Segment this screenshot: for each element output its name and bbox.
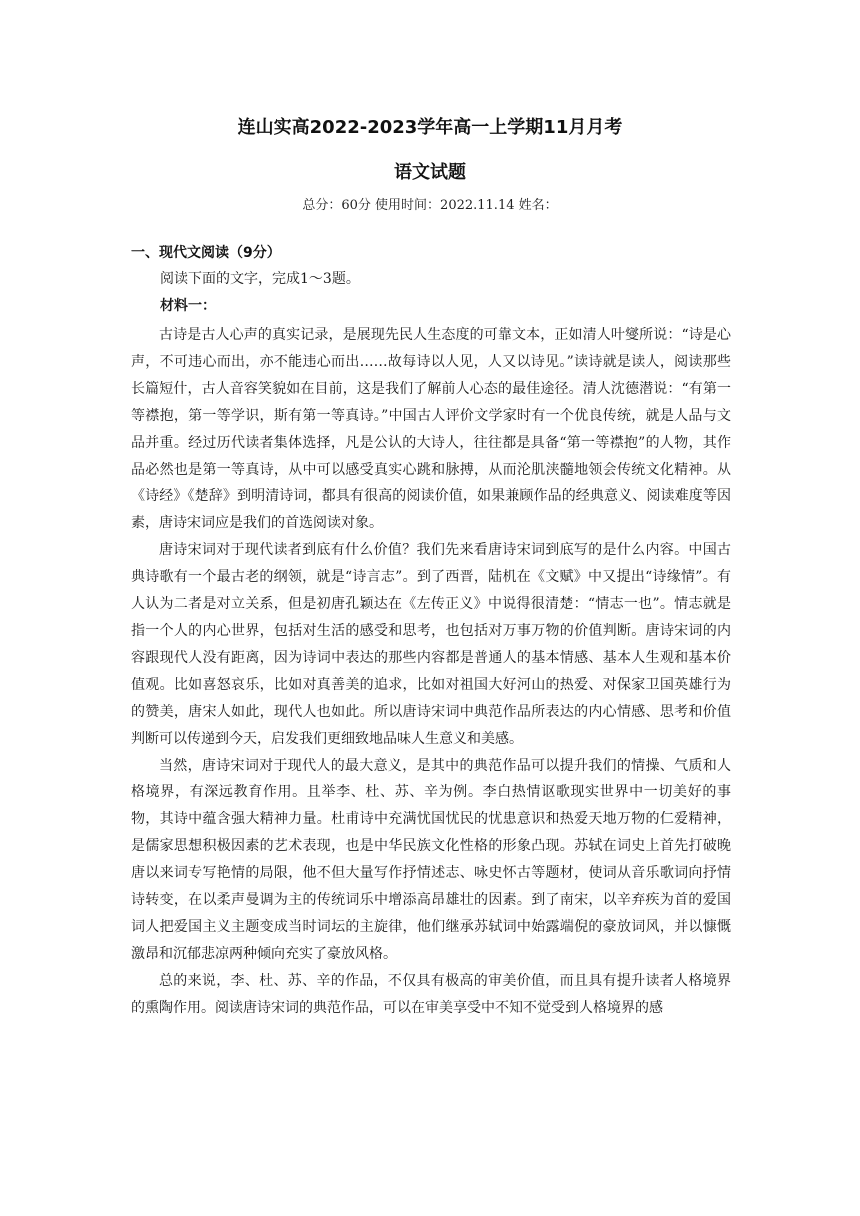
article-body: [131, 322, 731, 1022]
section-heading: 一、现代文阅读（9分）: [131, 245, 281, 261]
exam-subtitle: 语文试题: [394, 162, 466, 183]
exam-meta-line: 总分：60分 使用时间：2022.11.14 姓名：: [302, 198, 558, 213]
paragraph: 总的来说，李、杜、苏、辛的作品，不仅具有极高的审美价值，而且具有提升读者人格境界的熏陶作用。阅读唐诗宋词的典范作品，可以在审美享受中不知不觉受到人格境界的感: [131, 972, 731, 1016]
reading-instruction: 阅读下面的文字，完成1～3题。: [160, 271, 360, 287]
paragraph: 古诗是古人心声的真实记录，是展现先民人生态度的可靠文本，正如清人叶燮所说：“诗是心声，不可违心而出，亦不能违心而出……故每诗以人见，人又以诗见。”读诗就是读人，阅读那些长篇短什，古人音容笑貌如在目前，这是我们了解前人心态的最佳途径。清人沈德潜说：“有第一等襟抱，第一等学识，斯有第一等真诗。”中国古人评价文学家时有一个优良传统，就是人品与文品并重。经过历代读者集体选择，凡是公认的大诗人，往往都是具备“第一等襟抱”的人物，其作品必然也是第一等真诗，从中可以感受真实心跳和脉搏，从而沦肌浃髓地领会传统文化精神。从《诗经》《楚辞》到明清诗词，都具有很高的阅读价值，如果兼顾作品的经典意义、阅读难度等因素，唐诗宋词应是我们的首选阅读对象。: [131, 327, 731, 532]
paragraph: 当然，唐诗宋词对于现代人的最大意义，是其中的典范作品可以提升我们的情操、气质和人格境界，有深远教育作用。且举李、杜、苏、辛为例。李白热情讴歌现实世界中一切美好的事物，其诗中蕴含强大精神力量。杜甫诗中充满忧国忧民的忧患意识和热爱天地万物的仁爱精神，是儒家思想积极因素的艺术表现，也是中华民族文化性格的形象凸现。苏轼在词史上首先打破晚唐以来词专写艳情的局限，他不但大量写作抒情述志、咏史怀古等题材，使词从音乐歌词向抒情诗转变，在以柔声曼调为主的传统词乐中增添高昂雄壮的因素。到了南宋，以辛弃疾为首的爱国词人把爱国主义主题变成当时词坛的主旋律，他们继承苏轼词中始露端倪的豪放词风，并以慷慨激昂和沉郁悲凉两种倾向充实了豪放风格。: [131, 757, 731, 962]
exam-title: 连山实高2022-2023学年高一上学期11月月考: [237, 117, 623, 138]
paragraph: 唐诗宋词对于现代读者到底有什么价值？我们先来看唐诗宋词到底写的是什么内容。中国古典诗歌有一个最古老的纲领，就是“诗言志”。到了西晋，陆机在《文赋》中又提出“诗缘情”。有人认为二者是对立关系，但是初唐孔颖达在《左传正义》中说得很清楚：“情志一也”。情志就是指一个人的内心世界，包括对生活的感受和思考，也包括对万事万物的价值判断。唐诗宋词的内容跟现代人没有距离，因为诗词中表达的那些内容都是普通人的基本情感、基本人生观和基本价值观。比如喜怒哀乐，比如对真善美的追求，比如对祖国大好河山的热爱、对保家卫国英雄行为的赞美，唐宋人如此，现代人也如此。所以唐诗宋词中典范作品所表达的内心情感、思考和价值判断可以传递到今天，启发我们更细致地品味人生意义和美感。: [131, 542, 731, 747]
material-label: 材料一：: [160, 298, 216, 314]
